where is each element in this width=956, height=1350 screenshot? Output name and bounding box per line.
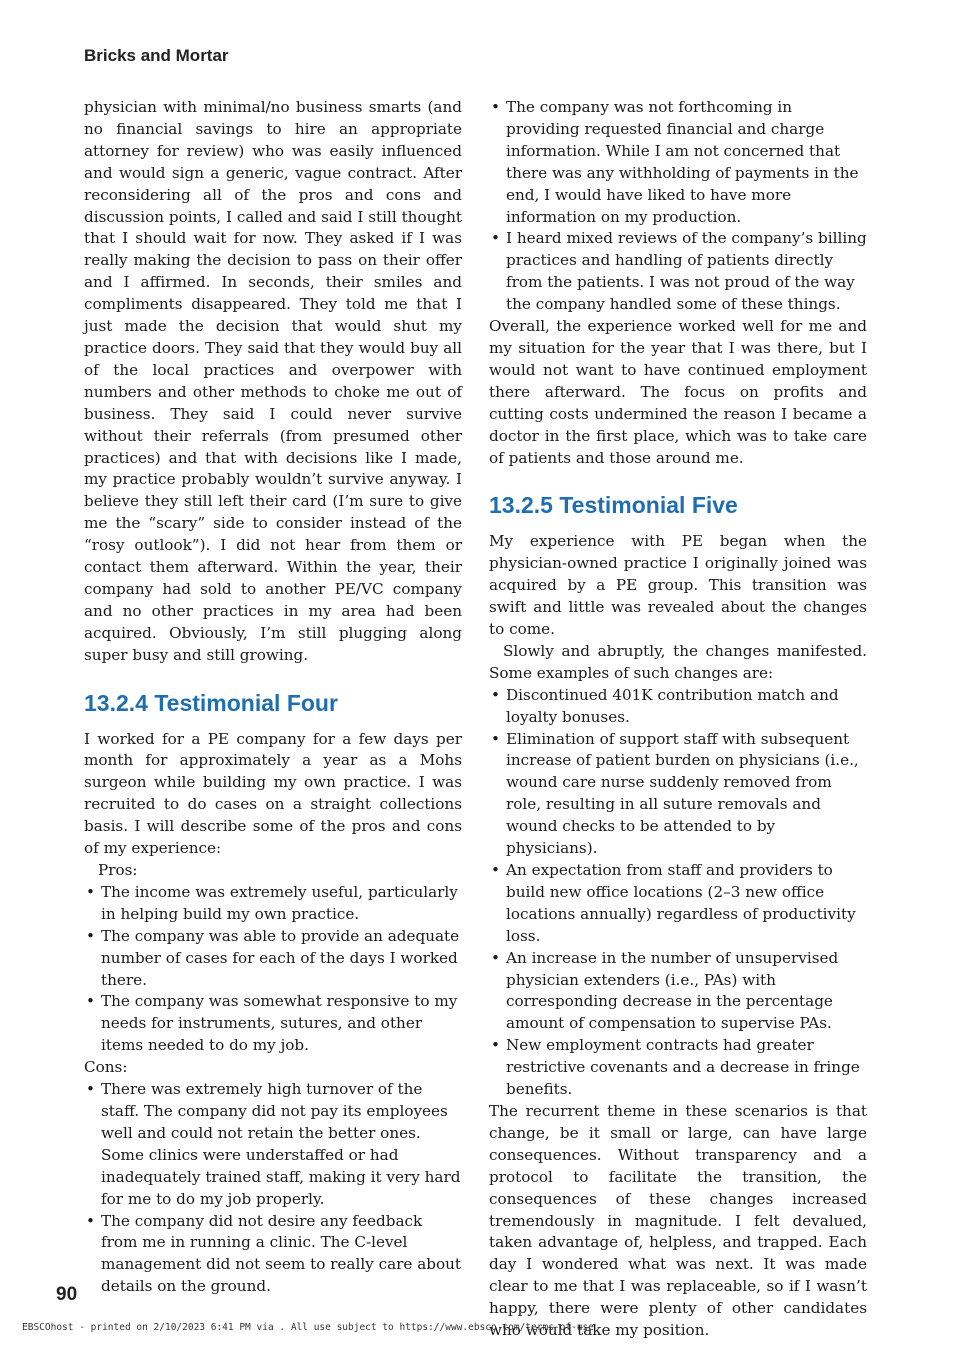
intro-paragraph: physician with minimal/no business smarts (and no financial savings to hire an appropriate attorney for review) who was easily influenced and would sign a generic, vague contract. After reconsidering all of the pros and cons and discussion points, I called and said I still thought that I should wait for now. They asked if I was really making the decision to pass on their offer and I affirmed. In seconds, their smiles and compliments disappeared. They told me that I just made the decision that would shut my practice doors. They said that they would buy all of the local practices and overpower with numbers and other methods to choke me out of business. They said I could never survive without their referrals (from presumed other practices) and that with decisions like I made, my practice probably wouldn’t survive anyway. I believe they still left their card (I’m sure to give me the “scary” side to consider instead of the “rosy outlook”). I did not hear from them or contact them afterward. Within the year, their company had sold to another PE/VC company and no other practices in my area had been acquired. Obviously, I’m still plugging along super busy and still growing. (84, 98, 462, 664)
pros-list-item: • The company was able to provide an adequate number of cases for each of the days I worked there. (84, 926, 462, 992)
testimonial-four-paragraph: I worked for a PE company for a few days per month for approximately a year as a Mohs surgeon while building my own practice. I was recruited to do cases on a straight collections basis. I will describe some of the pros and cons of my experience: (84, 729, 462, 858)
changes-list-item: • An expectation from staff and providers to build new office locations (2–3 new office locations annually) regardless of productivity loss. (489, 860, 867, 948)
testimonial-five-paragraph-2: Slowly and abruptly, the changes manifested. Some examples of such changes are: (489, 641, 867, 682)
testimonial-five-paragraph-1: My experience with PE began when the physician-owned practice I originally joined was acquired by a PE group. This transition was swift and little was revealed about the changes to come. (489, 532, 867, 639)
cons-list-item: • There was extremely high turnover of the staff. The company did not pay its employees well and could not retain the better ones. Some clinics were understaffed or had inadequately trained staff, making it very hard for me to do my job properly. (84, 1079, 462, 1210)
changes-list (489, 685, 867, 1101)
left-column (84, 97, 462, 1298)
changes-list-item: • Discontinued 401K contribution match and loyalty bonuses. (489, 685, 867, 729)
changes-list-item: • New employment contracts had greater restrictive covenants and a decrease in fringe benefits. (489, 1035, 867, 1101)
pros-list-item: • The company was somewhat responsive to my needs for instruments, sutures, and other items needed to do my job. (84, 991, 462, 1057)
cons-list (84, 1079, 462, 1298)
cons-list-continued (489, 97, 867, 316)
cons-list-item: • The company did not desire any feedback from me in running a clinic. The C-level management did not seem to really care about details on the ground. (84, 1211, 462, 1299)
footer-notice: EBSCOhost - printed on 2/10/2023 6:41 PM via . All use subject to https://www.ebsco.com/terms-of-use (22, 1322, 594, 1333)
cons-list-item: • I heard mixed reviews of the company’s billing practices and handling of patients directly from the patients. I was not proud of the way the company handled some of these things. (489, 228, 867, 316)
pros-list (84, 882, 462, 1057)
cons-list-item: • The company was not forthcoming in providing requested financial and charge information. While I am not concerned that there was any withholding of payments in the end, I would have liked to have more information on my production. (489, 97, 867, 228)
running-head: Bricks and Mortar (84, 46, 229, 65)
pros-list-item: • The income was extremely useful, particularly in helping build my own practice. (84, 882, 462, 926)
changes-list-item: • An increase in the number of unsupervised physician extenders (i.e., PAs) with corresponding decrease in the percentage amount of compensation to supervise PAs. (489, 948, 867, 1036)
summary-paragraph: Overall, the experience worked well for me and my situation for the year that I was there, but I would not want to have continued employment there afterward. The focus on profits and cutting costs undermined the reason I became a doctor in the first place, which was to take care of patients and those around me. (489, 317, 867, 467)
changes-list-item: • Elimination of support staff with subsequent increase of patient burden on physicians (i.e., wound care nurse suddenly removed from role, resulting in all suture removals and wound checks to be attended to by physicians). (489, 729, 867, 860)
right-column (489, 97, 867, 1342)
section-heading-testimonial-five: 13.2.5 Testimonial Five (489, 492, 738, 519)
section-heading-testimonial-four: 13.2.4 Testimonial Four (84, 689, 338, 716)
pros-label: Pros: (98, 861, 138, 879)
closing-paragraph: The recurrent theme in these scenarios is that change, be it small or large, can have large consequences. Without transparency and a protocol to facilitate the transition, the consequences of these changes increased tremendously in magnitude. I felt devalued, taken advantage of, helpless, and trapped. Each day I wondered what was next. It was made clear to me that I was replaceable, so if I wasn’t happy, there were plenty of other candidates who would take my position. (489, 1101, 867, 1340)
cons-label: Cons: (84, 1058, 128, 1077)
page-number: 90 (56, 1284, 78, 1305)
